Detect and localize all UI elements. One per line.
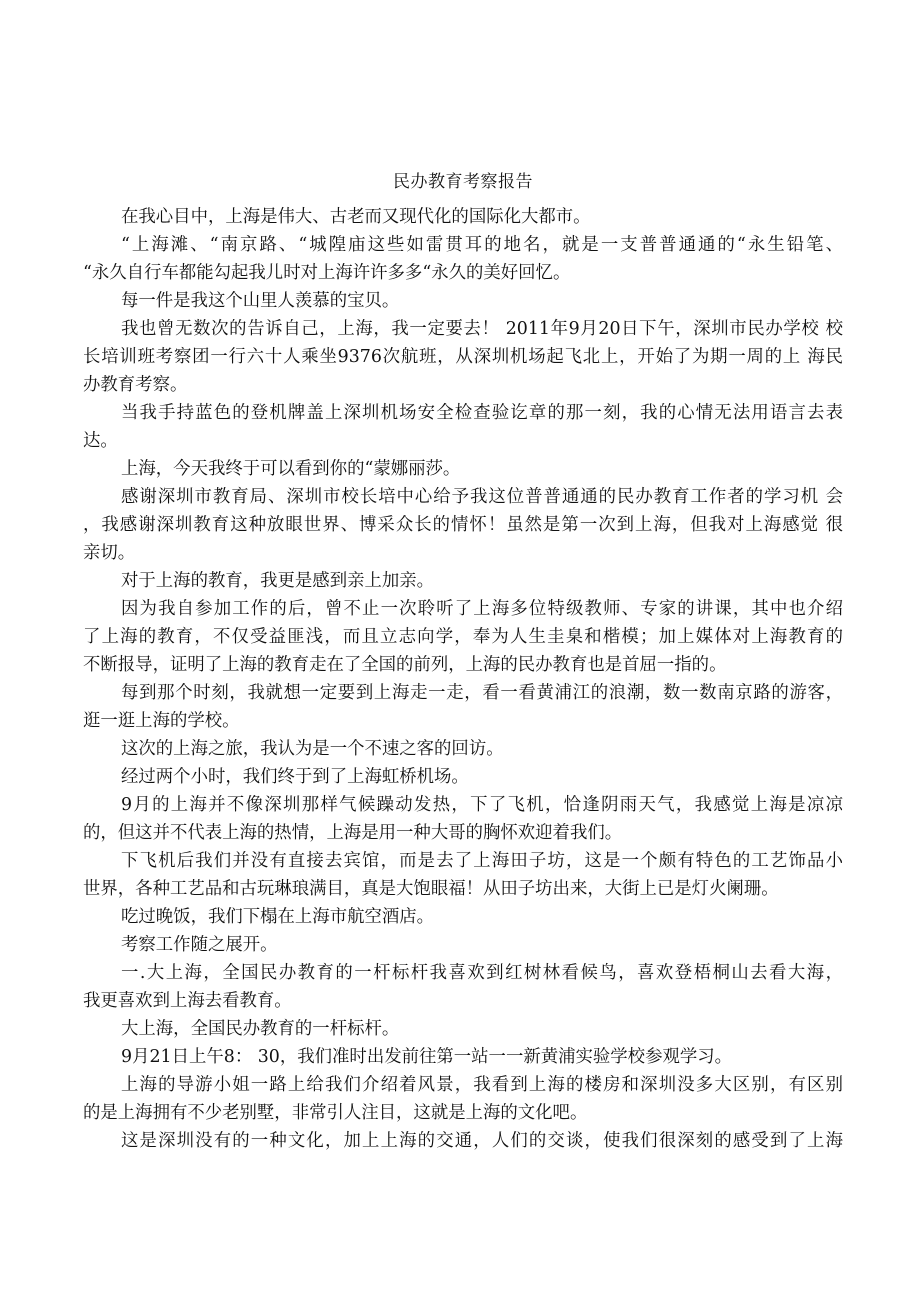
paragraph (83, 1127, 843, 1155)
paragraph-line: 不断报导，证明了上海的教育走在了全国的前列，上海的民办教育也是首屈一指的。 (83, 655, 727, 675)
paragraph-line: 达。 (83, 431, 118, 451)
paragraph-line: 大上海，全国民办教育的一杆标杆。 (121, 1019, 400, 1039)
paragraph-line: 了上海的教育，不仅受益匪浅，而且立志向学，奉为人生圭臬和楷模；加上媒体对上海教育的 (83, 627, 843, 647)
paragraph-line: “上海滩、“南京路、“城隍庙这些如雷贯耳的地名，就是一支普普通通的“永生铅笔、 (121, 235, 843, 255)
paragraph-line: 吃过晚饭，我们下榻在上海市航空酒店。 (121, 907, 435, 927)
paragraph (83, 763, 843, 791)
document-body (83, 203, 843, 1155)
paragraph-line: 每到那个时刻，我就想一定要到上海走一走，看一看黄浦江的浪潮，数一数南京路的游客， (121, 683, 843, 703)
paragraph-line: 一.大上海，全国民办教育的一杆标杆我喜欢到红树林看候鸟，喜欢登梧桐山去看大海， (121, 963, 843, 983)
paragraph (83, 735, 843, 763)
paragraph-line: 这次的上海之旅，我认为是一个不速之客的回访。 (121, 739, 504, 759)
paragraph (83, 483, 843, 567)
paragraph-line: 办教育考察。 (83, 375, 188, 395)
paragraph (83, 399, 843, 455)
paragraph-line: 每一件是我这个山里人羡慕的宝贝。 (121, 291, 400, 311)
paragraph-line: “永久自行车都能勾起我儿时对上海许许多多“永久的美好回忆。 (83, 263, 571, 283)
paragraph-line: 下飞机后我们并没有直接去宾馆，而是去了上海田子坊，这是一个颇有特色的工艺饰品小 (121, 851, 843, 871)
paragraph (83, 1015, 843, 1043)
paragraph-line: 长培训班考察团一行六十人乘坐9376次航班，从深圳机场起飞北上，开始了为期一周的上 海民 (83, 347, 843, 367)
paragraph (83, 931, 843, 959)
paragraph-line: 当我手持蓝色的登机牌盖上深圳机场安全检查验讫章的那一刻，我的心情无法用语言去表 (121, 403, 843, 423)
paragraph-line: 的是上海拥有不少老别墅，非常引人注目，这就是上海的文化吧。 (83, 1103, 588, 1123)
paragraph-line: 世界，各种工艺品和古玩琳琅满目，真是大饱眼福！从田子坊出来，大街上已是灯火阑珊。 (83, 879, 779, 899)
paragraph-line: 考察工作随之展开。 (121, 935, 278, 955)
paragraph-line: 亲切。 (83, 543, 136, 563)
paragraph (83, 959, 843, 1015)
paragraph-line: 上海，今天我终于可以看到你的“蒙娜丽莎。 (121, 459, 461, 479)
paragraph (83, 679, 843, 735)
paragraph (83, 287, 843, 315)
paragraph-line: 9月21日上午8： 30，我们准时出发前往第一站一一新黄浦实验学校参观学习。 (121, 1047, 733, 1067)
paragraph-line: 这是深圳没有的一种文化，加上上海的交通，人们的交谈，使我们很深刻的感受到了上海 (121, 1131, 843, 1151)
paragraph (83, 791, 843, 847)
paragraph-line: 对于上海的教育，我更是感到亲上加亲。 (121, 571, 435, 591)
paragraph-line: 的，但这并不代表上海的热情，上海是用一种大哥的胸怀欢迎着我们。 (83, 823, 623, 843)
paragraph-line: 因为我自参加工作的后，曾不止一次聆听了上海多位特级教师、专家的讲课，其中也介绍 (121, 599, 843, 619)
paragraph (83, 315, 843, 399)
paragraph (83, 1071, 843, 1127)
paragraph-line: 感谢深圳市教育局、深圳市校长培中心给予我这位普普通通的民办教育工作者的学习机 会 (121, 487, 843, 507)
paragraph (83, 847, 843, 903)
paragraph-line: 我也曾无数次的告诉自己，上海，我一定要去！ 2011年9月20日下午，深圳市民办学校 校 (121, 319, 843, 339)
paragraph (83, 903, 843, 931)
paragraph-line: 上海的导游小姐一路上给我们介绍着风景，我看到上海的楼房和深圳没多大区别，有区别 (121, 1075, 843, 1095)
paragraph (83, 455, 843, 483)
paragraph (83, 1043, 843, 1071)
paragraph-line: 9月的上海并不像深圳那样气候躁动发热，下了飞机，恰逢阴雨天气，我感觉上海是凉凉 (121, 795, 843, 815)
paragraph-line: 经过两个小时，我们终于到了上海虹桥机场。 (121, 767, 469, 787)
paragraph (83, 203, 843, 231)
paragraph-line: ，我感谢深圳教育这种放眼世界、博采众长的情怀！虽然是第一次到上海，但我对上海感觉 很 (83, 515, 843, 535)
paragraph-line: 在我心目中，上海是伟大、古老而又现代化的国际化大都市。 (121, 207, 591, 227)
document-title: 民办教育考察报告 (393, 172, 533, 192)
paragraph-line: 我更喜欢到上海去看教育。 (83, 991, 292, 1011)
paragraph-line: 逛一逛上海的学校。 (83, 711, 240, 731)
paragraph (83, 567, 843, 595)
paragraph (83, 231, 843, 287)
paragraph (83, 595, 843, 679)
document-page (83, 168, 843, 1155)
